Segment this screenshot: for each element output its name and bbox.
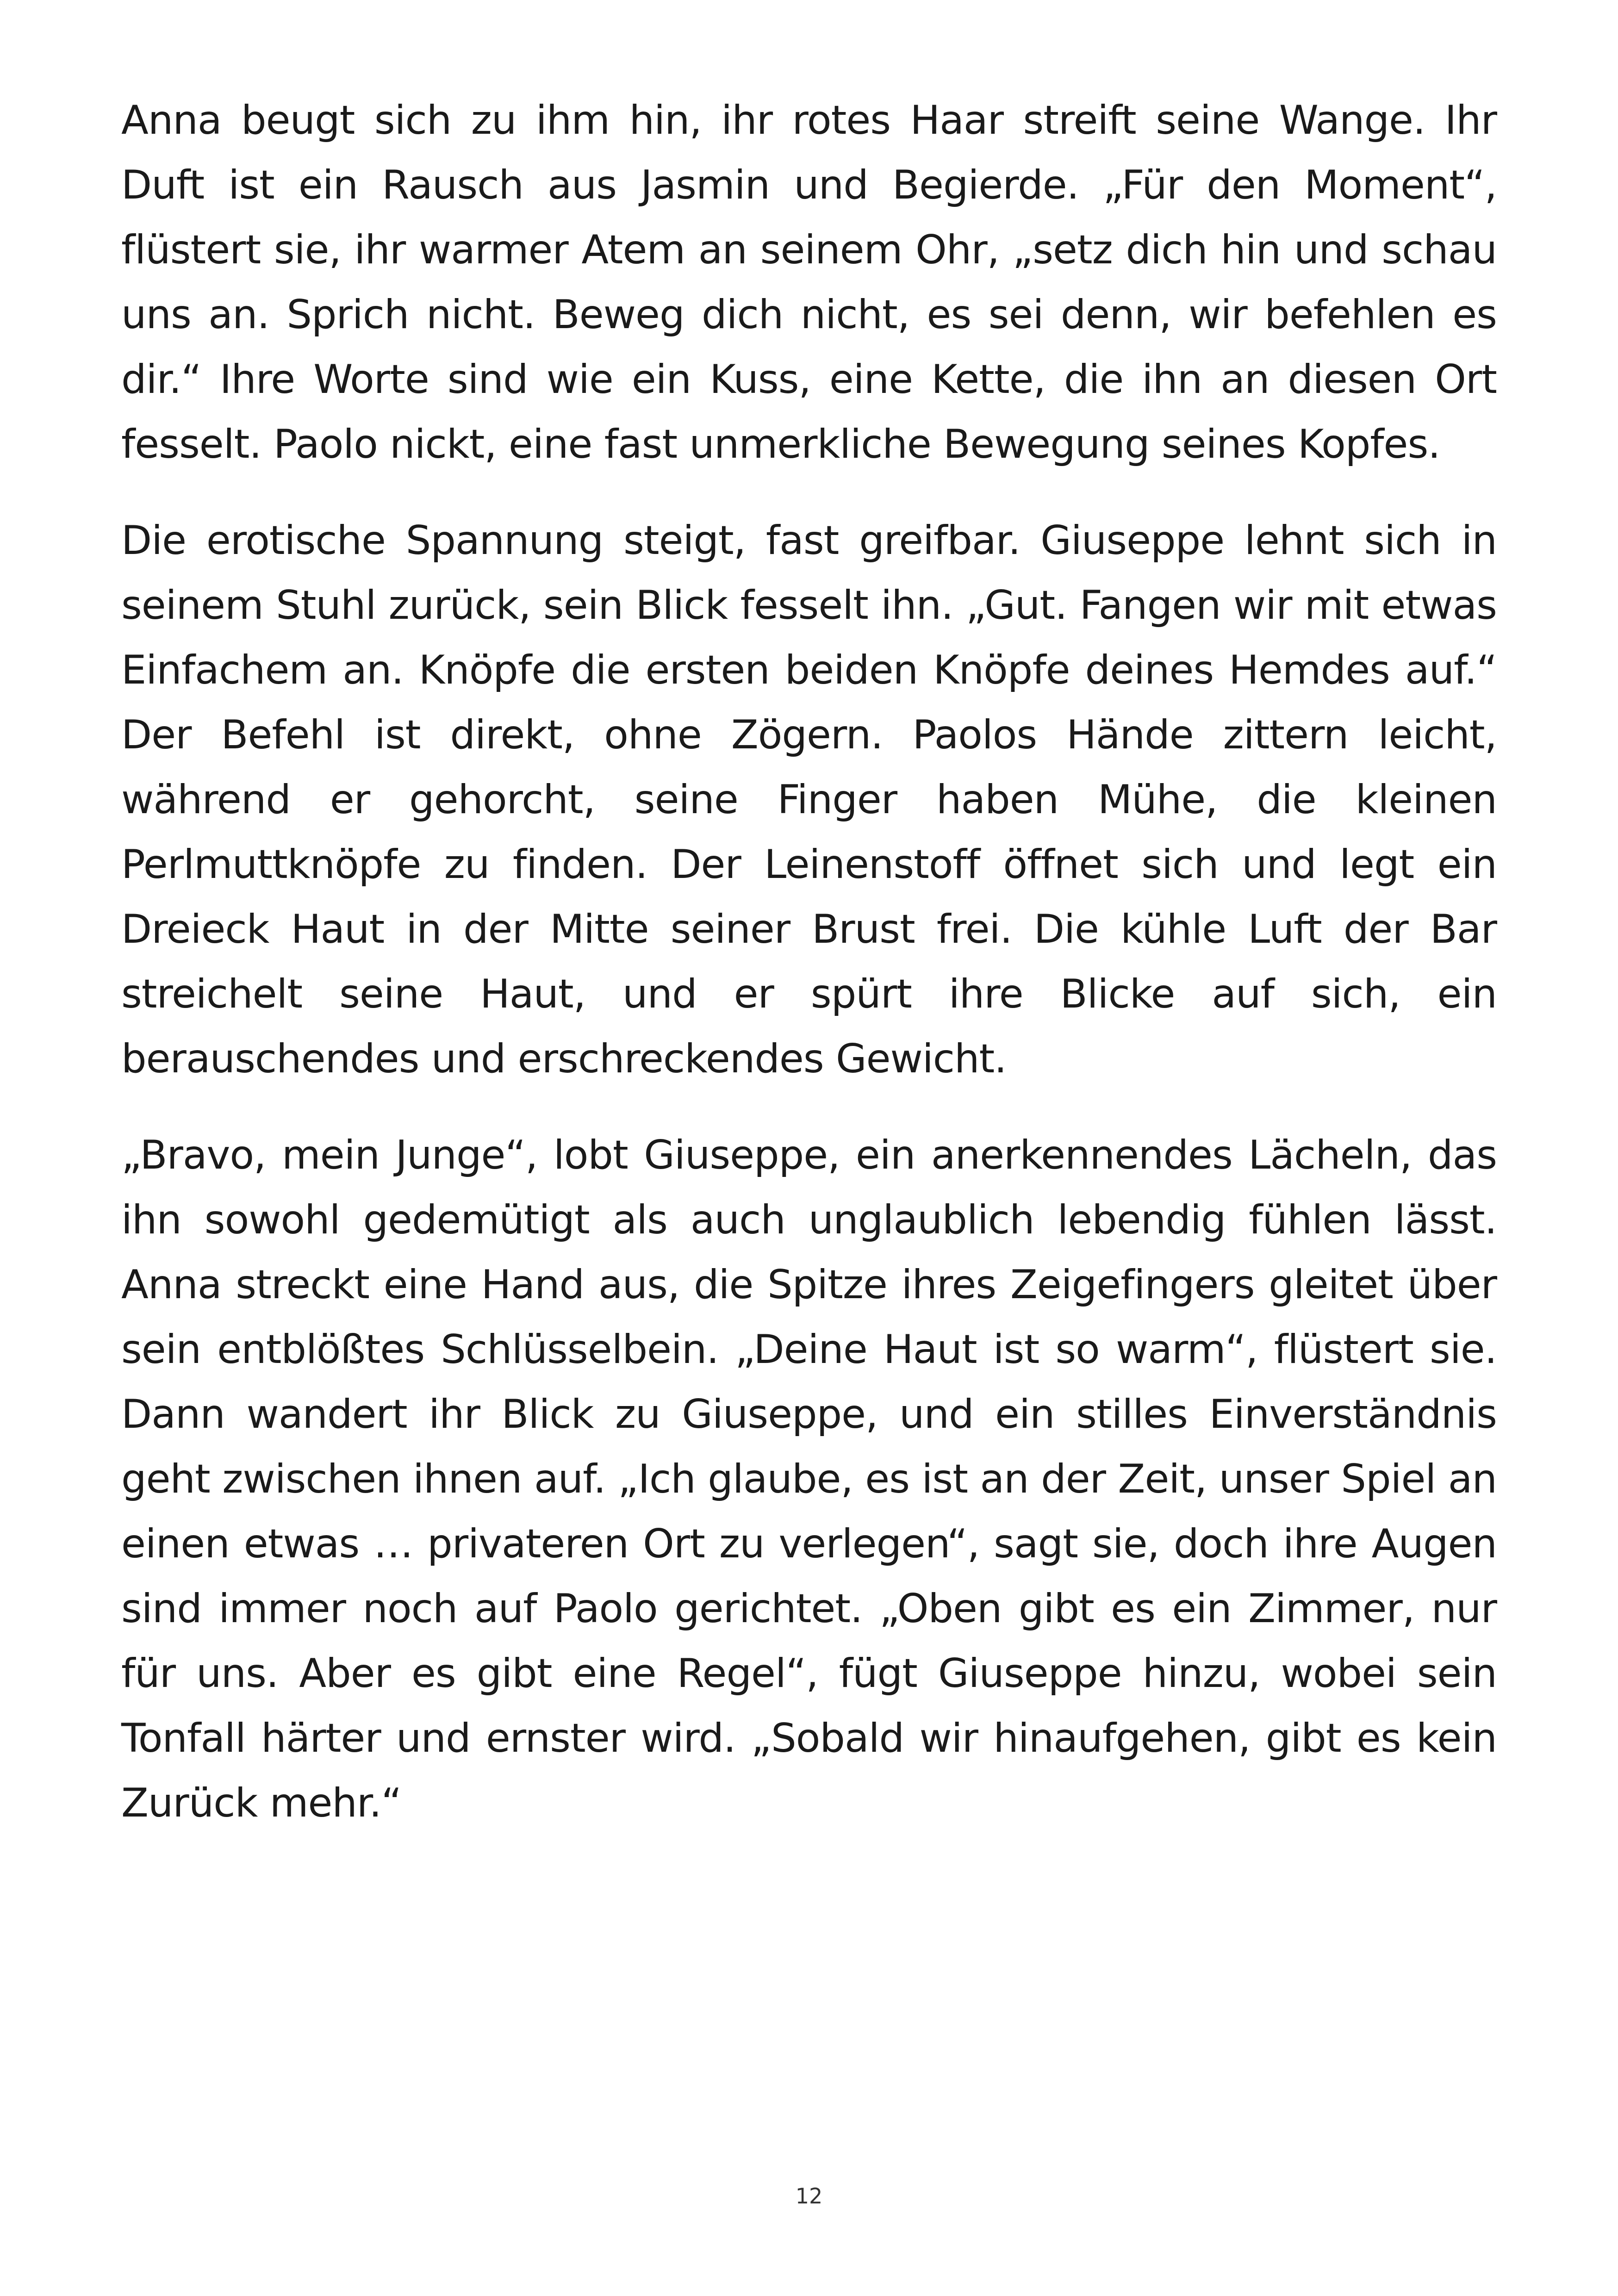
- paragraph-3: „Bravo, mein Junge“, lobt Giuseppe, ein anerkennendes Lächeln, das ihn sowohl gedemütigt als auch unglaublich lebendig fühlen lässt. Anna streckt eine Hand aus, die Spitze ihres Zeigefingers gleitet über sein entblößtes Schlüsselbein. „Deine Haut ist so warm“, flüstert sie. Dann wandert ihr Blick zu Giuseppe, und ein stilles Einverständnis geht zwischen ihnen auf. „Ich glaube, es ist an der Zeit, unser Spiel an einen etwas … privateren Ort zu verlegen“, sagt sie, doch ihre Augen sind immer noch auf Paolo gerichtet. „Oben gibt es ein Zimmer, nur für uns. Aber es gibt eine Regel“, fügt Giuseppe hinzu, wobei sein Tonfall härter und ernster wird. „Sobald wir hinaufgehen, gibt es kein Zurück mehr.“: [121, 1132, 1497, 1826]
- paragraph-1: Anna beugt sich zu ihm hin, ihr rotes Haar streift seine Wange. Ihr Duft ist ein Rausch aus Jasmin und Begierde. „Für den Moment“, flüstert sie, ihr warmer Atem an seinem Ohr, „setz dich hin und schau uns an. Sprich nicht. Beweg dich nicht, es sei denn, wir befehlen es dir.“ Ihre Worte sind wie ein Kuss, eine Kette, die ihn an diesen Ort fesselt. Paolo nickt, eine fast unmerkliche Bewegung seines Kopfes.: [121, 97, 1497, 467]
- body-text: [121, 88, 1497, 1867]
- paragraph-2: Die erotische Spannung steigt, fast greifbar. Giuseppe lehnt sich in seinem Stuhl zurück, sein Blick fesselt ihn. „Gut. Fangen wir mit etwas Einfachem an. Knöpfe die ersten beiden Knöpfe deines Hemdes auf.“ Der Befehl ist direkt, ohne Zögern. Paolos Hände zittern leicht, während er gehorcht, seine Finger haben Mühe, die kleinen Perlmuttknöpfe zu finden. Der Leinenstoff öffnet sich und legt ein Dreieck Haut in der Mitte seiner Brust frei. Die kühle Luft der Bar streichelt seine Haut, und er spürt ihre Blicke auf sich, ein berauschendes und erschreckendes Gewicht.: [121, 517, 1497, 1082]
- page-number: 12: [795, 2184, 823, 2209]
